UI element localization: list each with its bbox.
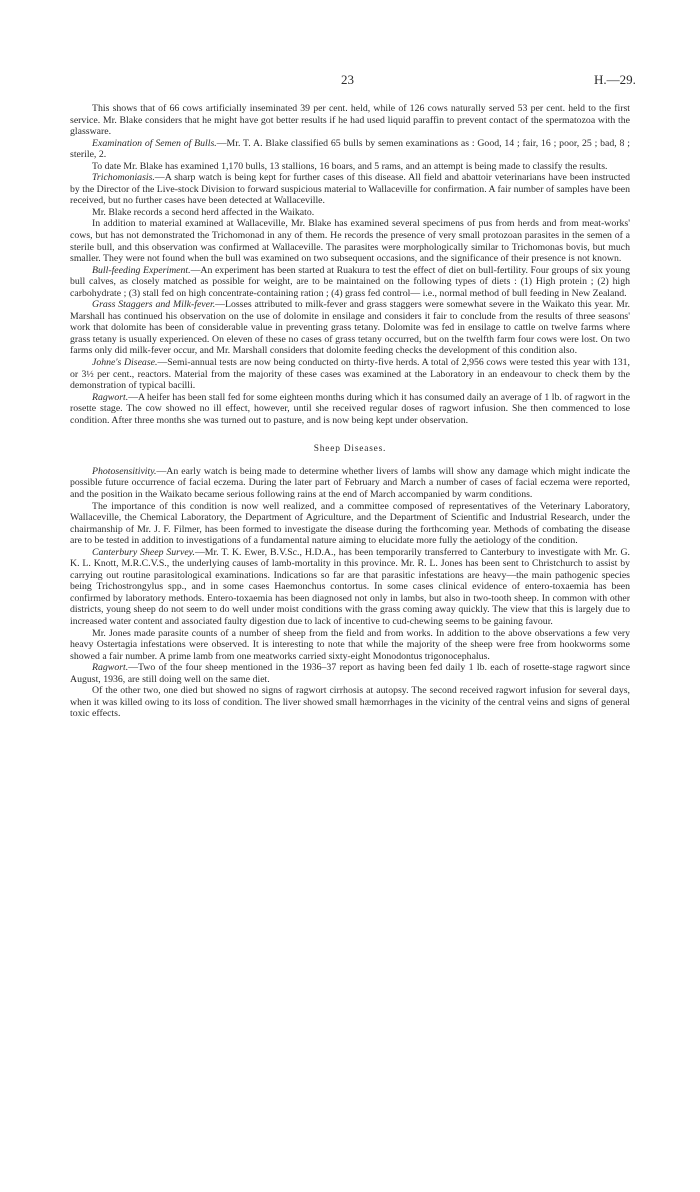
paragraph: Ragwort.—A heifer has been stall fed for some eighteen months during which it has consumed daily an average of 1 lb. of ragwort in the rosette stage. The cow showed no ill effect, however, until she received regular doses of ragwort infusion. She then commenced to lose condition. After three months she was turned out to pasture, and is now being kept under observation. <box>70 391 630 426</box>
paragraph: Examination of Semen of Bulls.—Mr. T. A. Blake classified 65 bulls by semen examinations as : Good, 14 ; fair, 16 ; poor, 25 ; bad, 8 ; sterile, 2. <box>70 137 630 161</box>
page-number: 23 <box>341 72 354 87</box>
page-header <box>0 74 700 90</box>
document-body <box>70 103 630 720</box>
paragraph: Photosensitivity.—An early watch is being made to determine whether livers of lambs will show any damage which might indicate the possible future occurrence of facial eczema. During the later part of February and March a number of cases of facial eczema were reported, and the position in the Waikato became serious following rains at the end of March accompanied by warm conditions. <box>70 465 630 500</box>
cattle-section <box>70 103 630 426</box>
paragraph: The importance of this condition is now well realized, and a committee composed of representatives of the Veterinary Laboratory, Wallaceville, the Chemical Laboratory, the Department of Agriculture, and the Department of Scientific and Industrial Research, under the chairmanship of Mr. J. F. Filmer, has been formed to investigate the disease during the forthcoming year. Methods of combating the disease are to be tested in addition to investigations of a fundamental nature aiming to elucidate more fully the aetiology of the condition. <box>70 500 630 547</box>
paragraph: Mr. Blake records a second herd affected in the Waikato. <box>92 206 315 218</box>
document-reference: H.—29. <box>594 72 636 87</box>
paragraph: To date Mr. Blake has examined 1,170 bulls, 13 stallions, 16 boars, and 5 rams, and an attempt is being made to classify the results. <box>92 160 608 172</box>
paragraph: In addition to material examined at Wallaceville, Mr. Blake has examined several specimens of pus from herds and from meat-works' cows, but has not demonstrated the Trichomonad in any of them. He records the presence of very small protozoan parasites in the semen of a sterile bull, and this observation was confirmed at Wallaceville. The parasites were morphologically similar to Trichomonas bovis, but much smaller. They were not found when the bull was examined on two subsequent occasions, and the significance of their presence is not known. <box>70 218 630 265</box>
section-heading: Sheep Diseases. <box>313 444 387 455</box>
sheep-section <box>70 466 630 720</box>
paragraph: This shows that of 66 cows artificially inseminated 39 per cent. held, while of 126 cows naturally served 53 per cent. held to the first service. Mr. Blake considers that he might have got better results if he had used liquid paraffin to prevent contact of the spermatozoa with the glassware. <box>70 103 630 138</box>
paragraph: Trichomoniasis.—A sharp watch is being kept for further cases of this disease. All field and abattoir veterinarians have been instructed by the Director of the Live-stock Division to forward suspicious material to Wallaceville for confirmation. A fair number of samples have been received, but no further cases have been detected at Wallaceville. <box>70 172 631 207</box>
paragraph: Mr. Jones made parasite counts of a number of sheep from the field and from works. In addition to the above observations a few very heavy Ostertagia infestations were observed. It is interesting to note that while the majority of the sheep were free from hookworms some showed a fair number. A prime lamb from one meatworks carried sixty-eight Monodontus trigonocephalus. <box>70 627 630 662</box>
paragraph: Bull-feeding Experiment.—An experiment has been started at Ruakura to test the effect of diet on bull-fertility. Four groups of six young bull calves, as closely matched as possible for weight, are to be maintained on the following types of diets : (1) High protein ; (2) high carbohydrate ; (3) stall fed on high concentrate-containing ration ; (4) grass fed control— i.e., normal method of bull feeding in New Zealand. <box>70 264 631 299</box>
paragraph: Johne's Disease.—Semi-annual tests are now being conducted on thirty-five herds. A total of 2,956 cows were tested this year with 131, or 3½ per cent., reactors. Material from the majority of these cases was examined at the Laboratory in an endeavour to check them by the demonstration of typical bacilli. <box>70 357 630 392</box>
paragraph: Ragwort.—Two of the four sheep mentioned in the 1936–37 report as having been fed daily 1 lb. each of rosette-stage ragwort since August, 1936, are still doing well on the same diet. <box>70 662 630 685</box>
paragraph: Of the other two, one died but showed no signs of ragwort cirrhosis at autopsy. The second received ragwort infusion for several days, when it was killed owing to its loss of condition. The liver showed small hæmorrhages in the vicinity of the central veins and signs of general toxic effects. <box>70 685 630 720</box>
paragraph: Grass Staggers and Milk-fever.—Losses attributed to milk-fever and grass staggers were somewhat severe in the Waikato this year. Mr. Marshall has continued his observation on the use of dolomite in ensilage and considers it fair to conclude from the results of three seasons' work that dolomite has been of considerable value in preventing grass tetany. Dolomite was fed in ensilage to cattle on twelve farms where grass tetany is usually experienced. On eleven of these no cases of grass tetany occurred, but on the twelfth farm four cows were lost. On two farms only did milk-fever occur, and Mr. Marshall considers that dolomite feeding checks the development of this condition also. <box>70 299 630 357</box>
paragraph: Canterbury Sheep Survey.—Mr. T. K. Ewer, B.V.Sc., H.D.A., has been temporarily transferred to Canterbury to investigate with Mr. G. K. L. Knott, M.R.C.V.S., the underlying causes of lamb-mortality in this province. Mr. R. L. Jones has been sent to Christchurch to assist by carrying out routine parasitological examinations. Indications so far are that parasitic infestations are heavy—the main pathogenic species being Trichostrongylus spp., and in some cases Haemonchus contortus. In some cases clinical evidence of entero-toxaemia has been confirmed by laboratory methods. Entero-toxaemia has been diagnosed not only in lambs, but also in two-tooth sheep. In common with other districts, young sheep do not seem to do well under moist conditions with the grass coming away quickly. The view that this is largely due to increased water content and associated faulty digestion due to lack of incentive to cud-chewing seems to be gaining favour. <box>70 546 630 627</box>
